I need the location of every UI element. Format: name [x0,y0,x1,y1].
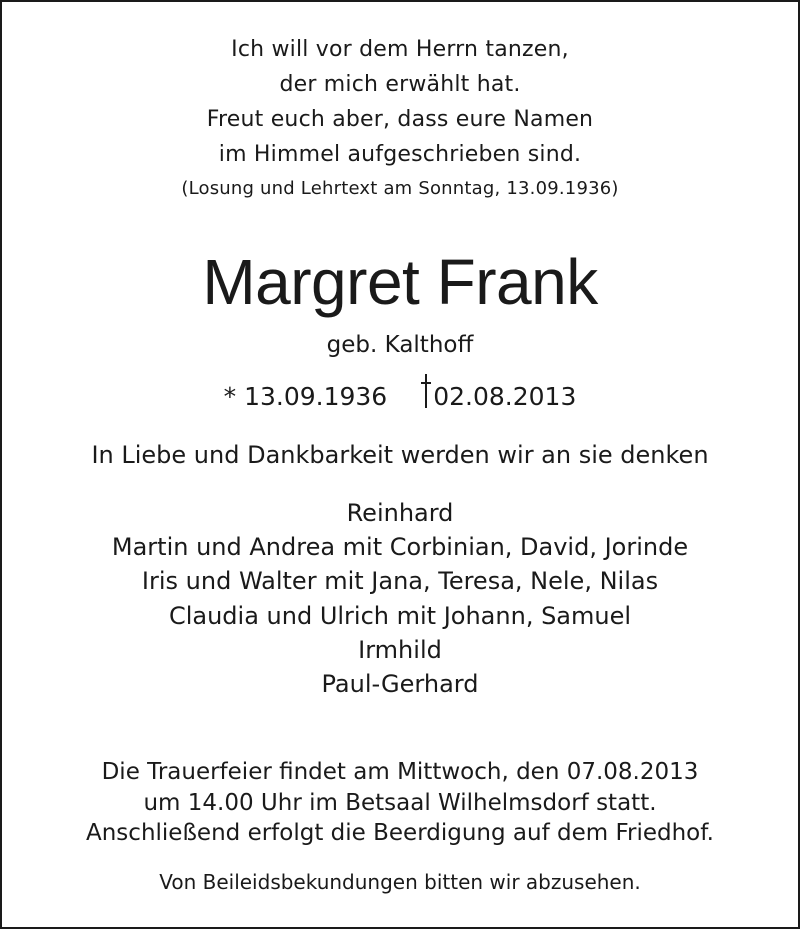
mourner-line: Reinhard [346,499,454,527]
verse-source: (Losung und Lehrtext am Sonntag, 13.09.1936) [181,178,619,199]
birth-date: * 13.09.1936 [223,382,388,411]
verse-line: im Himmel aufgeschrieben sind. [218,142,582,167]
mourner-line: Paul-Gerhard [321,670,479,699]
mourner-line: Claudia und Ulrich mit Johann, Samuel [168,601,632,630]
condolences-note: Von Beileidsbekundungen bitten wir abzusehen. [159,870,641,894]
service-line: Anschließend erfolgt die Beerdigung auf dem Friedhof. [86,820,714,846]
death-date: 02.08.2013 [433,382,577,411]
verse-line: Freut euch aber, dass eure Namen [206,107,594,132]
deceased-name: Margret Frank [202,246,598,318]
verse-line: der mich erwählt hat. [279,72,521,97]
cross-icon [421,374,431,408]
dedication-text: In Liebe und Dankbarkeit werden wir an sie denken [91,441,709,469]
mourner-line: Iris und Walter mit Jana, Teresa, Nele, Nilas [141,567,659,596]
bible-verse [2,32,798,205]
funeral-service-info [2,757,798,849]
mourners-list [2,496,798,701]
service-line: Die Trauerfeier findet am Mittwoch, den 07.08.2013 [101,759,699,785]
service-line: um 14.00 Uhr im Betsaal Wilhelmsdorf statt. [143,789,657,816]
mourner-line: Irmhild [358,635,442,664]
life-dates [2,374,798,415]
verse-line: Ich will vor dem Herrn tanzen, [231,37,569,62]
maiden-name: geb. Kalthoff [326,332,474,358]
mourner-line: Martin und Andrea mit Corbinian, David, Jorinde [111,533,689,562]
